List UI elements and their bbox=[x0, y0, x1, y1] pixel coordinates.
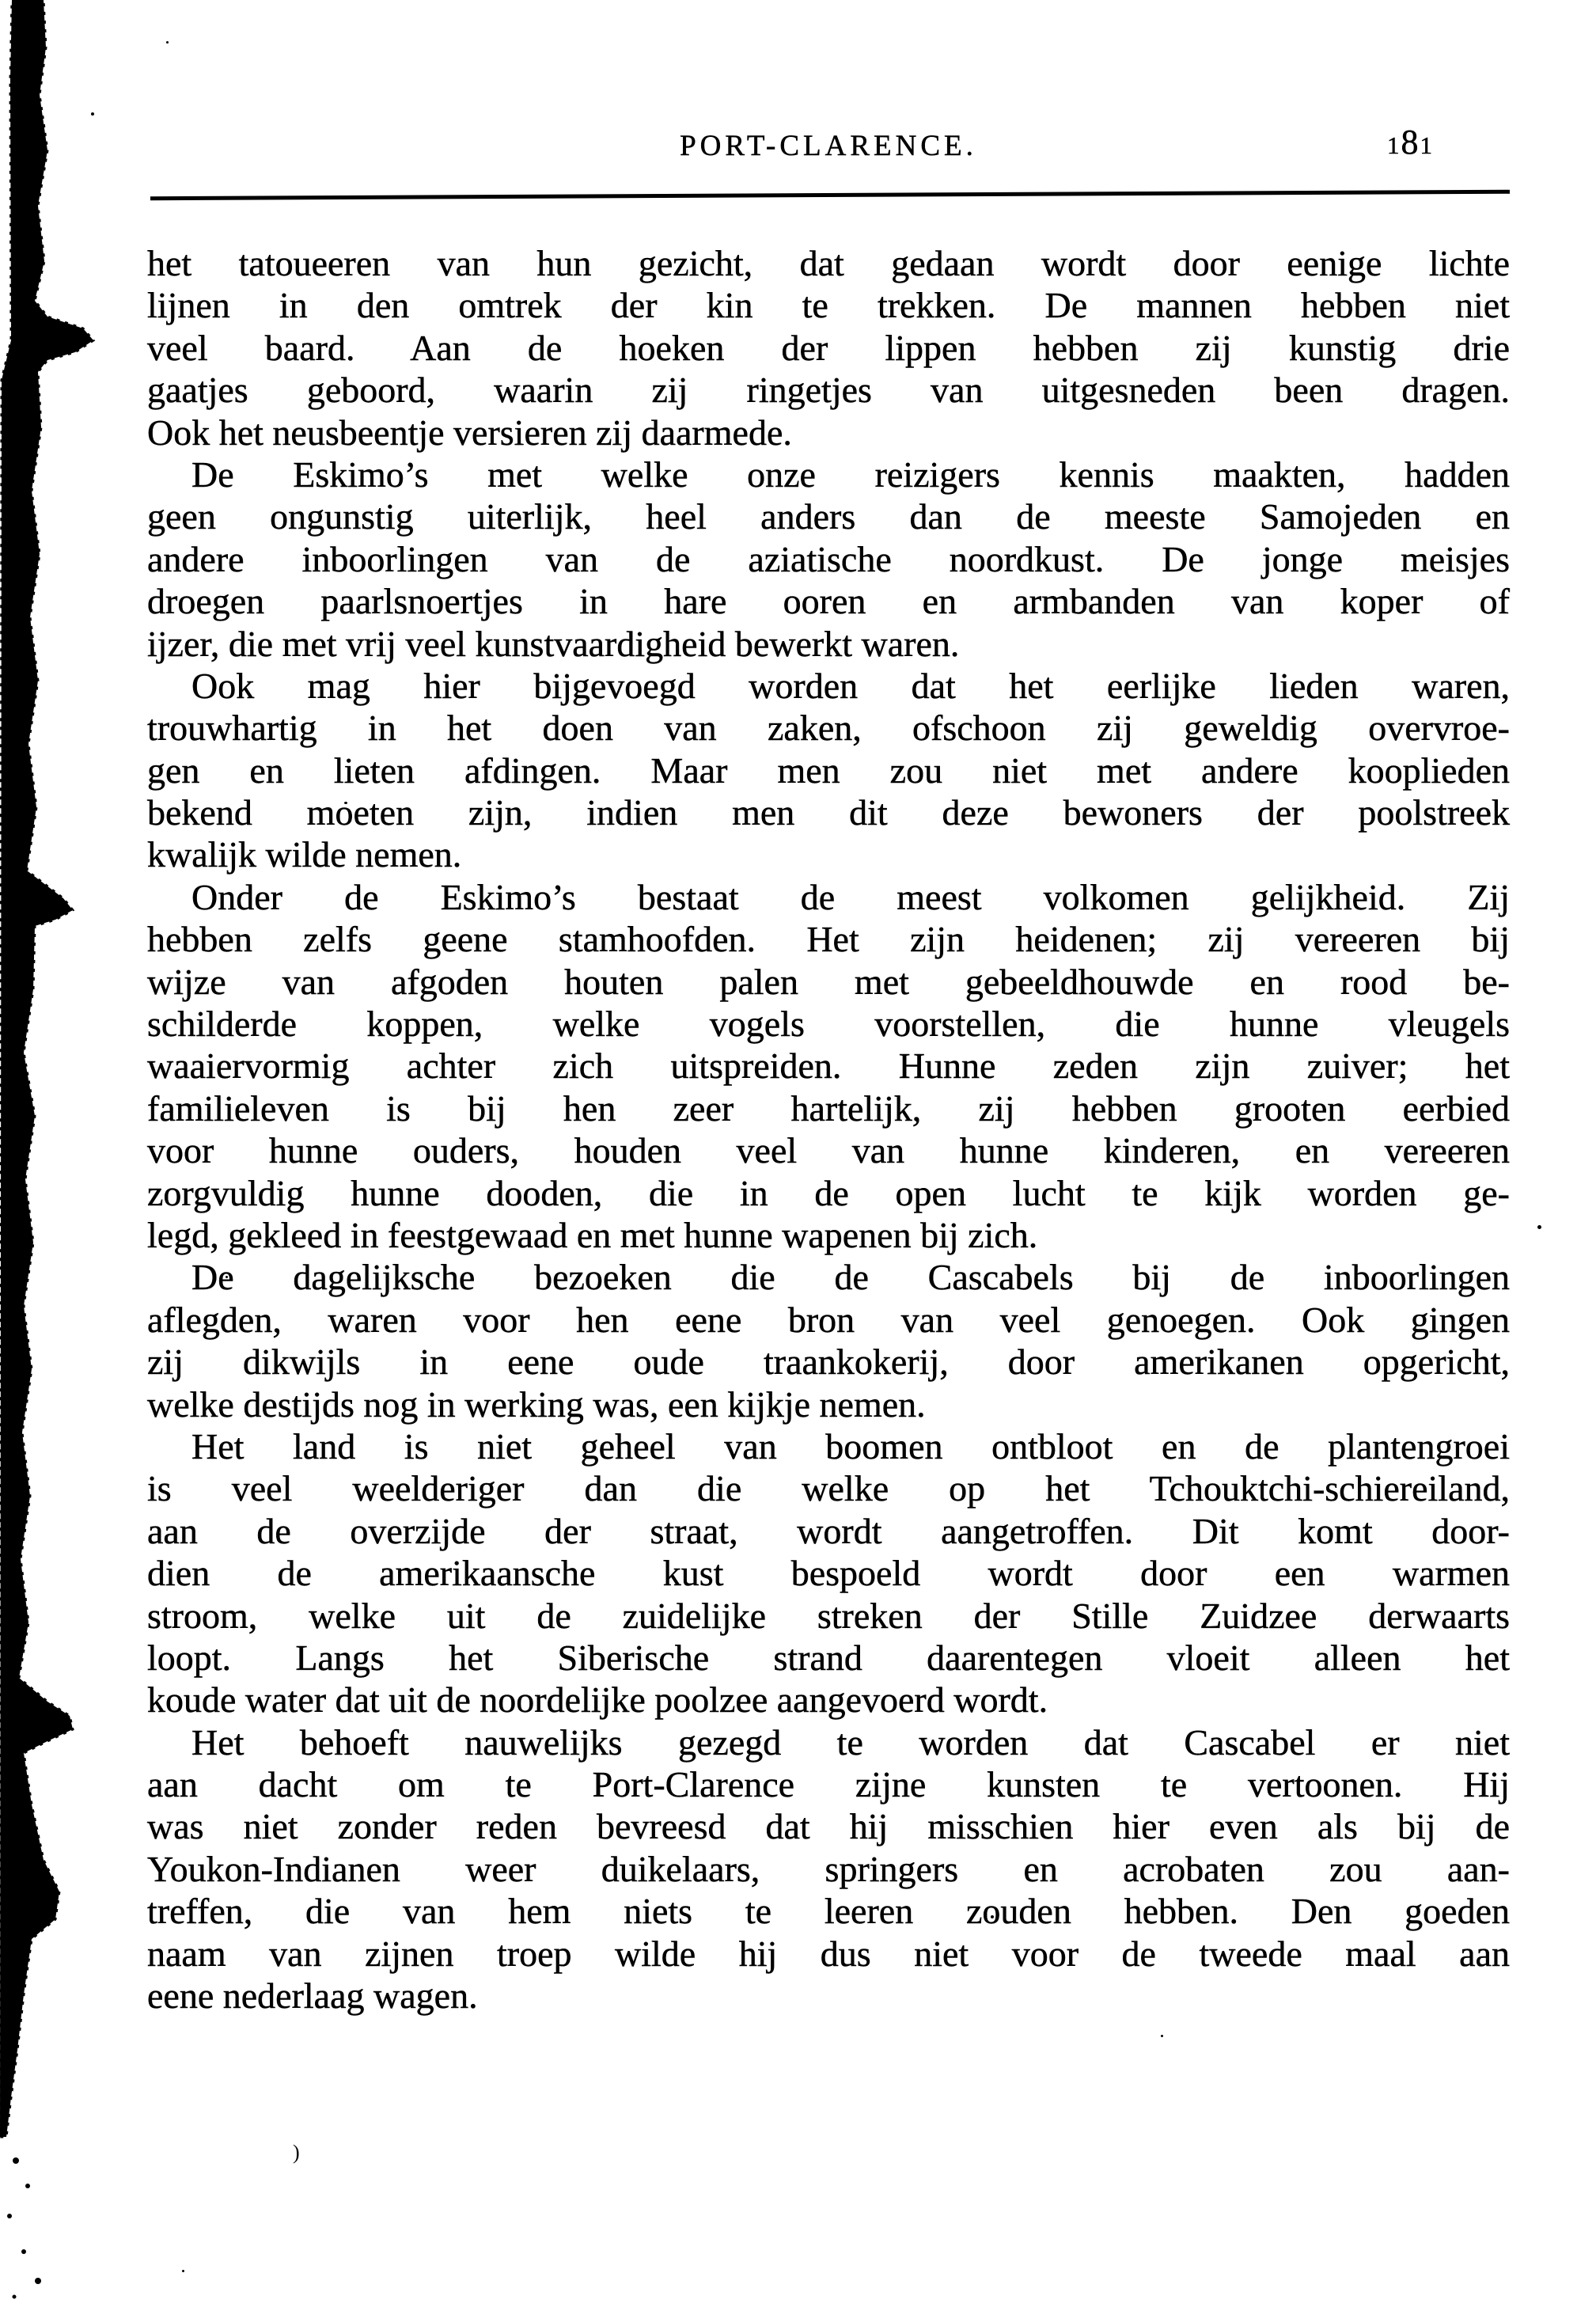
paragraph bbox=[147, 453, 1510, 665]
text-line: familieleven is bij hen zeer hartelijk, zij hebben grooten eerbied bbox=[147, 1087, 1510, 1129]
paragraph bbox=[147, 242, 1510, 453]
text-line: zorgvuldig hunne dooden, die in de open lucht te kijk worden ge- bbox=[147, 1172, 1510, 1213]
text-line: treffen, die van hem niets te leeren zouden hebben. Den goeden bbox=[147, 1891, 1510, 1932]
text-line: zij dikwijls in eene oude traankokerij, door amerikanen opgericht, bbox=[147, 1341, 1510, 1383]
text-line: gaatjes geboord, waarin zij ringetjes van uitgesneden been dragen. bbox=[147, 370, 1510, 411]
ink-speck bbox=[1161, 2035, 1163, 2037]
text-line: was niet zonder reden bevreesd dat hij misschien hier even als bij de bbox=[147, 1806, 1510, 1847]
paragraph bbox=[147, 1721, 1510, 2017]
ink-speck bbox=[166, 41, 169, 44]
text-line: De Eskimo’s met welke onze reizigers kennis maakten, hadden bbox=[191, 453, 1510, 495]
text-line: droegen paarlsnoertjes in hare ooren en armbanden van koper of bbox=[147, 581, 1510, 622]
text-line: bekend moeten zijn, indien men dit deze bewoners der poolstreek bbox=[147, 792, 1510, 833]
page-number-digit: 1 bbox=[1387, 131, 1401, 159]
paragraph bbox=[147, 665, 1510, 876]
page-number-digit: 1 bbox=[1420, 131, 1434, 159]
text-line: lijnen in den omtrek der kin te trekken. De mannen hebben niet bbox=[147, 285, 1510, 326]
text-line: wijze van afgoden houten palen met gebeeldhouwde en rood be- bbox=[147, 961, 1510, 1002]
page-number bbox=[1387, 120, 1434, 165]
page-title: PORT-CLARENCE. bbox=[680, 130, 977, 162]
ink-speck bbox=[182, 2270, 184, 2272]
text-line: het tatoueeren van hun gezicht, dat gedaan wordt door eenige lichte bbox=[147, 243, 1510, 283]
paragraph bbox=[147, 1256, 1510, 1425]
text-line: koude water dat uit de noordelijke poolzee aangevoerd wordt. bbox=[147, 1679, 1048, 1721]
text-line: Het land is niet geheel van boomen ontbloot en de plantengroei bbox=[191, 1425, 1510, 1467]
paragraph bbox=[147, 876, 1510, 1257]
stray-paren-mark: ) bbox=[293, 2141, 300, 2164]
text-line: andere inboorlingen van de aziatische noordkust. De jonge meisjes bbox=[147, 538, 1510, 579]
body-text bbox=[147, 242, 1510, 2017]
text-line: loopt. Langs het Siberische strand daarentegen vloeit alleen het bbox=[147, 1637, 1510, 1678]
ink-speck bbox=[91, 112, 94, 116]
text-line: voor hunne ouders, houden veel van hunne kinderen, en vereeren bbox=[147, 1130, 1510, 1171]
text-line: waaiervormig achter zich uitspreiden. Hunne zeden zijn zuiver; het bbox=[147, 1045, 1510, 1087]
paragraph bbox=[147, 1425, 1510, 1721]
text-line: aan de overzijde der straat, wordt aangetroffen. Dit komt door- bbox=[147, 1510, 1510, 1551]
text-line: is veel weelderiger dan die welke op het Tchouktchi-schiereiland, bbox=[147, 1468, 1510, 1509]
text-line: naam van zijnen troep wilde hij dus niet voor de tweede maal aan bbox=[147, 1933, 1510, 1974]
text-line: trouwhartig in het doen van zaken, ofschoon zij geweldig overvroe- bbox=[147, 708, 1510, 749]
text-line: Ook mag hier bijgevoegd worden dat het eerlijke lieden waren, bbox=[191, 665, 1510, 706]
text-line: eene nederlaag wagen. bbox=[147, 1975, 478, 2017]
text-line: stroom, welke uit de zuidelijke streken der Stille Zuidzee derwaarts bbox=[147, 1595, 1510, 1636]
text-line: Onder de Eskimo’s bestaat de meest volkomen gelijkheid. Zij bbox=[191, 876, 1510, 917]
text-line: schilderde koppen, welke vogels voorstellen, die hunne vleugels bbox=[147, 1004, 1510, 1045]
text-line: kwalijk wilde nemen. bbox=[147, 834, 462, 875]
text-line: De dagelijksche bezoeken die de Cascabels bij de inboorlingen bbox=[191, 1257, 1510, 1298]
binding-shadow-artifact bbox=[0, 0, 119, 2311]
header-divider-rule bbox=[150, 190, 1510, 200]
text-line: legd, gekleed in feestgewaad en met hunne wapenen bij zich. bbox=[147, 1214, 1038, 1255]
text-line: aflegden, waren voor hen eene bron van veel genoegen. Ook gingen bbox=[147, 1299, 1510, 1340]
text-line: gen en lieten afdingen. Maar men zou niet met andere kooplieden bbox=[147, 749, 1510, 791]
text-line: welke destijds nog in werking was, een kijkje nemen. bbox=[147, 1383, 926, 1425]
page-number-digit: 8 bbox=[1401, 123, 1420, 161]
text-line: ijzer, die met vrij veel kunstvaardigheid bewerkt waren. bbox=[147, 623, 960, 664]
text-line: geen ongunstig uiterlijk, heel anders dan de meeste Samojeden en bbox=[147, 496, 1510, 537]
text-line: veel baard. Aan de hoeken der lippen hebben zij kunstig drie bbox=[147, 327, 1510, 368]
text-line: Het behoeft nauwelijks gezegd te worden dat Cascabel er niet bbox=[191, 1721, 1510, 1763]
text-line: Ook het neusbeentje versieren zij daarmede. bbox=[147, 412, 792, 453]
text-line: aan dacht om te Port-Clarence zijne kunsten te vertoonen. Hij bbox=[147, 1764, 1510, 1805]
text-line: Youkon-Indianen weer duikelaars, springers en acrobaten zou aan- bbox=[147, 1848, 1510, 1889]
text-line: dien de amerikaansche kust bespoeld wordt door een warmen bbox=[147, 1553, 1510, 1594]
ink-speck bbox=[1537, 1225, 1541, 1229]
text-line: hebben zelfs geene stamhoofden. Het zijn heidenen; zij vereeren bij bbox=[147, 919, 1510, 960]
